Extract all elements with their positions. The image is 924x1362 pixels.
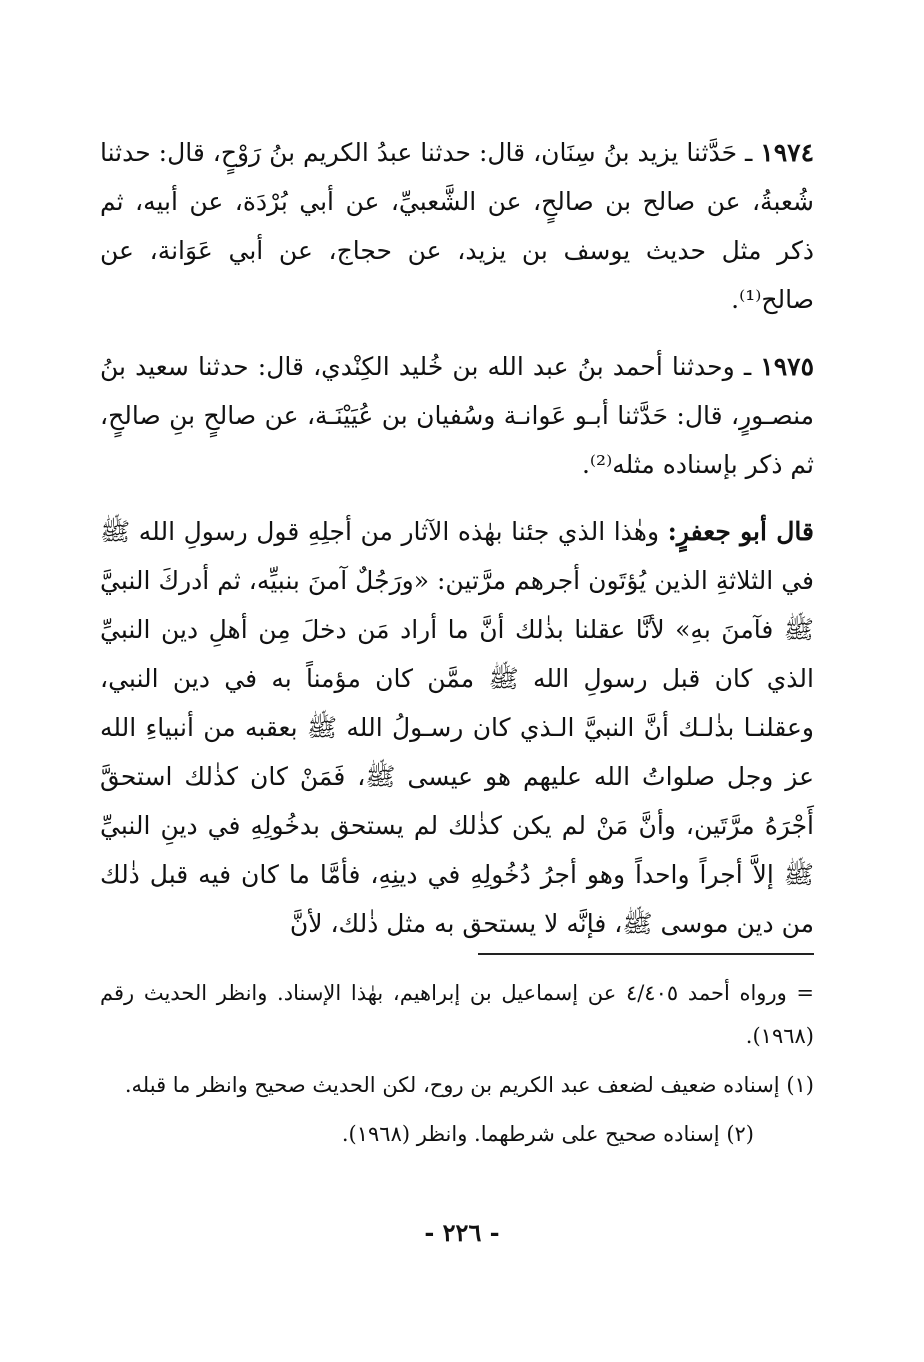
footnote-continuation: = ورواه أحمد ٤/٤٠٥ عن إسماعيل بن إبراهيم، بهٰذا الإسناد. وانظر الحديث رقم (١٩٦٨). [100, 981, 814, 1048]
main-text [100, 128, 814, 966]
footnote-2: (٢) إسناده صحيح على شرطهما. وانظر (١٩٦٨). [341, 1122, 754, 1146]
hadith-1975 [100, 342, 814, 489]
footnotes [100, 972, 814, 1162]
footnote-separator [478, 953, 814, 955]
hadith-number: ١٩٧٤ [760, 138, 814, 167]
hadith-text: ـ حَدَّثنا يزيد بنُ سِنَان، قال: حدثنا عبدُ الكريم بنُ رَوْحٍ، قال: حدثنا شُعبةُ، عن صالح بن صالحٍ، عن الشَّعبيِّ، عن أبي بُرْدَة، عن أبيه، ثم ذكر مثل حديث يوسف بن يزيد، عن حجاج، عن أبي عَوَانة، عن صالح⁽¹⁾. [100, 138, 814, 314]
commentary-text: وهٰذا الذي جئنا بهٰذه الآثار من أجلِهِ قول رسولِ الله ﷺ في الثلاثةِ الذين يُؤتَون أجرهم مرَّتين: «ورَجُلٌ آمنَ بنبيِّه، ثم أدركَ النبيَّ ﷺ فآمنَ بهِ» لأنَّا عقلنا بذٰلك أنَّ ما أراد مَن دخلَ مِن أهلِ دين النبيِّ الذي كان قبل رسولِ الله ﷺ ممَّن كان مؤمناً به في دين النبي، وعقلنـا بذٰلـك أنَّ النبيَّ الـذي كان رسـولُ الله ﷺ بعقبه من أنبياءِ الله عز وجل صلواتُ الله عليهم هو عيسى ﷺ، فَمَنْ كان كذٰلك استحقَّ أَجْرَهُ مرَّتَين، وأنَّ مَنْ لم يكن كذٰلك لم يستحق بدخُولِهِ في دينِ النبيِّ ﷺ إلاَّ أجراً واحداً وهو أجرُ دُخُولِهِ في دينِهِ، فأمَّا ما كان فيه قبل ذٰلك من دين موسى ﷺ، فإنَّه لا يستحق به مثل ذٰلك، لأنَّ [100, 517, 814, 938]
footnote-1: (١) إسناده ضعيف لضعف عبد الكريم بن روح، لكن الحديث صحيح وانظر ما قبله. [124, 1073, 814, 1097]
page-number: - ٢٢٦ - [424, 1218, 500, 1247]
hadith-text: ـ وحدثنا أحمد بنُ عبد الله بن خُليد الكِنْدي، قال: حدثنا سعيد بنُ منصـورٍ، قال: حَدَّثنا أبـو عَوانـة وسُفيان بن عُيَيْنَـة، عن صالحٍ بنِ صالحٍ، ثم ذكر بإسناده مثله⁽²⁾. [100, 352, 814, 479]
commentary-lead-in: قال أبو جعفرٍ: [667, 517, 814, 546]
commentary-paragraph [100, 507, 814, 948]
hadith-number: ١٩٧٥ [760, 352, 814, 381]
hadith-1974 [100, 128, 814, 324]
